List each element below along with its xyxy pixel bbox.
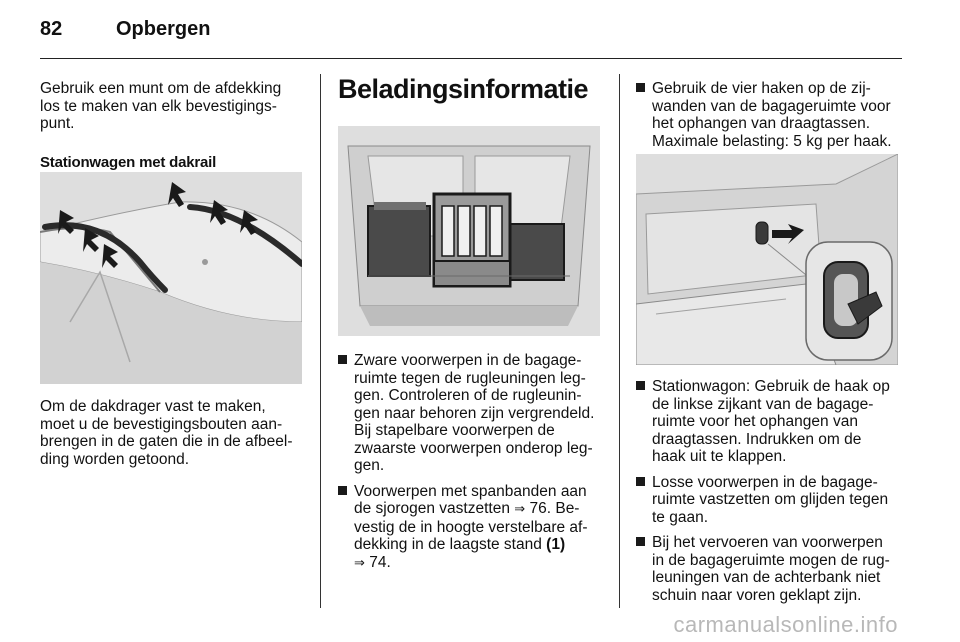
column-left <box>40 80 310 171</box>
page-reference-icon: ⇒ <box>354 555 365 571</box>
page-reference-link[interactable]: 74. <box>369 553 391 571</box>
column-left-caption <box>40 398 315 468</box>
bullet-four-hooks: Gebruik de vier haken op de zij- wanden van de bagageruimte voor het ophangen van draagtassen. Maximale belasting: 5 kg per haak. <box>636 80 906 150</box>
bullet-heavy-objects: Zware voorwerpen in de bagage- ruimte tegen de rugleuningen leg- gen. Controleren of de rugleunin- gen naar behoren zijn vergrendeld. Bij stapelbare voorwerpen de zwaarste voorwerpen onderop leg- gen. <box>338 352 608 475</box>
watermark: carmanualsonline.info <box>673 612 898 637</box>
roof-rail-figure <box>40 172 302 384</box>
cargo-area-figure <box>338 126 600 336</box>
bullet-square-icon <box>636 477 645 486</box>
column-middle <box>338 352 608 578</box>
section-title: Beladingsinformatie <box>338 74 589 104</box>
header-rule <box>40 58 902 59</box>
roof-rail-caption: Om de dakdrager vast te maken, moet u de bevestigingsbouten aan- brengen in de gaten die in de afbeel- ding worden getoond. <box>40 398 293 468</box>
page-reference-link[interactable]: 76. Be- <box>529 500 580 517</box>
intro-paragraph: Gebruik een munt om de afdekking los te maken van elk bevestigings- punt. <box>40 80 282 132</box>
bullet-loose-objects: Losse voorwerpen in de bagage- ruimte vastzetten om glijden tegen te gaan. <box>636 474 908 527</box>
page-reference-icon: ⇒ <box>514 502 526 517</box>
page-number: 82 <box>40 18 63 40</box>
column-divider-2 <box>619 74 620 608</box>
page-title: Opbergen <box>116 18 211 40</box>
column-right-top <box>636 80 906 156</box>
column-right-bottom <box>636 378 908 610</box>
bullet-square-icon <box>636 381 645 390</box>
column-divider-1 <box>320 74 321 608</box>
bullet-stationwagon-hook: Stationwagon: Gebruik de haak op de linkse zijkant van de bagage- ruimte voor het ophangen van draagtassen. Indrukken om de haak uit te klappen. <box>636 378 908 466</box>
bullet-square-icon <box>636 537 645 546</box>
stand-label: (1) <box>546 536 566 553</box>
bullet-tie-down: Voorwerpen met spanbanden aan de sjorogen vastzetten ⇒ 76. Be- vestig de in hoogte verstelbare af- dekking in de laagste stand (1) ⇒ 74. <box>338 483 608 573</box>
bullet-transport: Bij het vervoeren van voorwerpen in de bagageruimte mogen de rug- leuningen van de achterbank niet schuin naar voren geklapt zijn. <box>636 534 908 604</box>
bullet-square-icon <box>338 355 347 364</box>
bullet-square-icon <box>338 486 347 495</box>
subheading-roof-rail: Stationwagen met dakrail <box>40 153 217 171</box>
bullet-square-icon <box>636 83 645 92</box>
bag-hook-figure <box>636 154 898 365</box>
